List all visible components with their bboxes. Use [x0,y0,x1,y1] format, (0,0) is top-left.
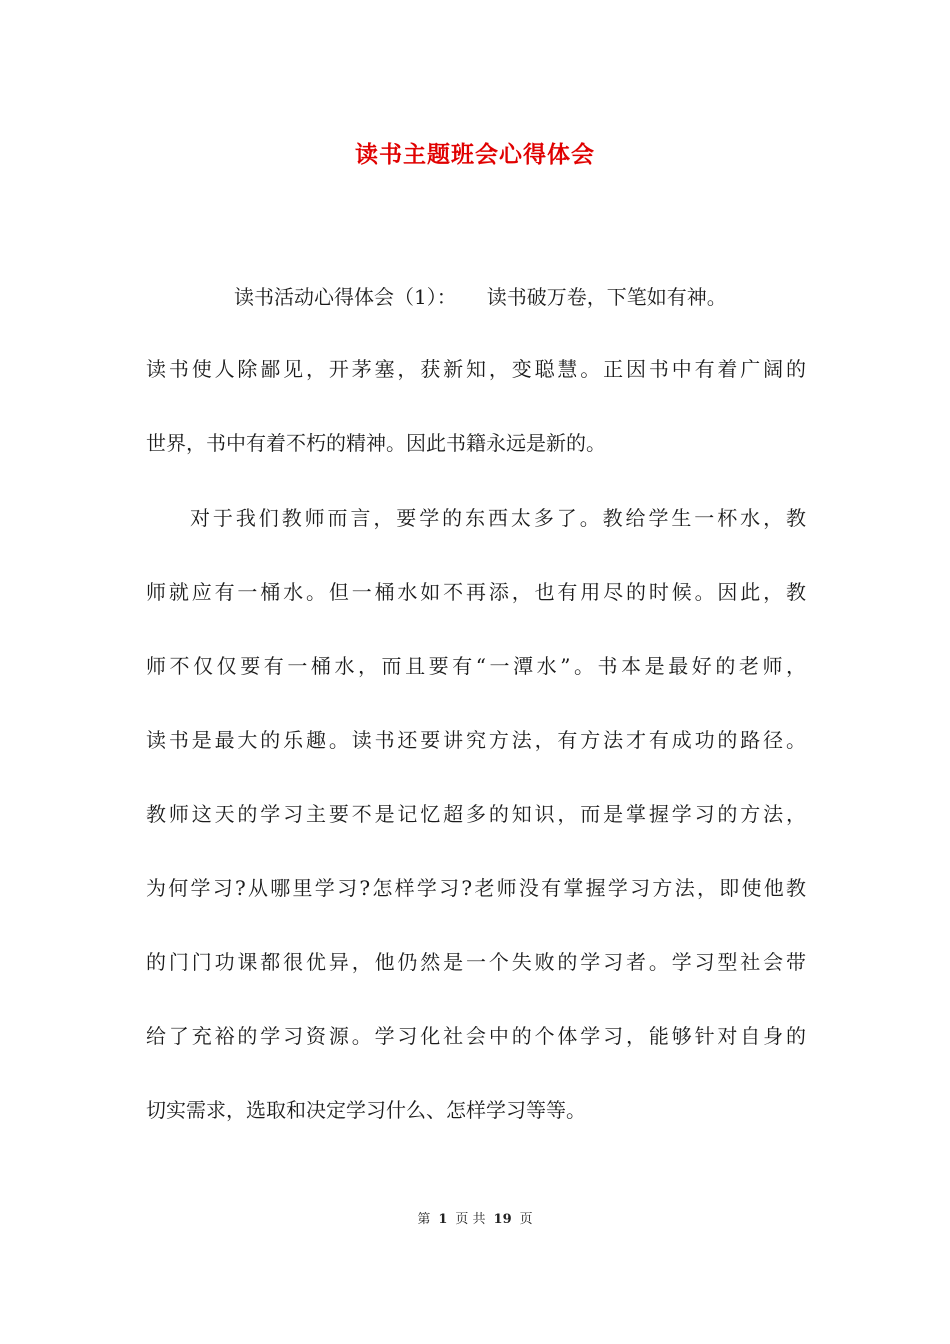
paragraph-line-12: 切实需求，选取和决定学习什么、怎样学习等等。 [146,1098,586,1122]
paragraph-line-3: 世界，书中有着不朽的精神。因此书籍永远是新的。 [146,431,606,455]
paragraph-line-8: 教师这天的学习主要不是记忆超多的知识，而是掌握学习的方法， [146,802,806,826]
paragraph-line-11: 给了充裕的学习资源。学习化社会中的个体学习，能够针对自身的 [146,1024,806,1048]
paragraph-line-9: 为何学习?从哪里学习?怎样学习?老师没有掌握学习方法，即使他教 [146,876,806,900]
paragraph-line-10: 的门门功课都很优异，他仍然是一个失败的学习者。学习型社会带 [146,950,806,974]
paragraph-line-5: 师就应有一桶水。但一桶水如不再添，也有用尽的时候。因此，教 [146,580,806,604]
document-title: 读书主题班会心得体会 [355,141,595,168]
paragraph-line-6: 师不仅仅要有一桶水，而且要有“一潭水”。书本是最好的老师， [146,654,806,678]
footer-middle: 页 共 [455,1212,486,1227]
paragraph-line-2: 读书使人除鄙见，开茅塞，获新知，变聪慧。正因书中有着广阔的 [146,357,806,381]
paragraph-line-1: 读书活动心得体会（1）： 读书破万卷，下笔如有神。 [234,285,727,309]
paragraph-line-4: 对于我们教师而言，要学的东西太多了。教给学生一杯水，教 [190,506,806,530]
page-number-footer [0,1208,950,1227]
footer-current-page: 1 [438,1212,448,1227]
footer-total-pages: 19 [493,1212,512,1227]
paragraph-line-7: 读书是最大的乐趣。读书还要讲究方法，有方法才有成功的路径。 [146,728,806,752]
footer-suffix: 页 [519,1212,533,1227]
footer-prefix: 第 [417,1212,431,1227]
